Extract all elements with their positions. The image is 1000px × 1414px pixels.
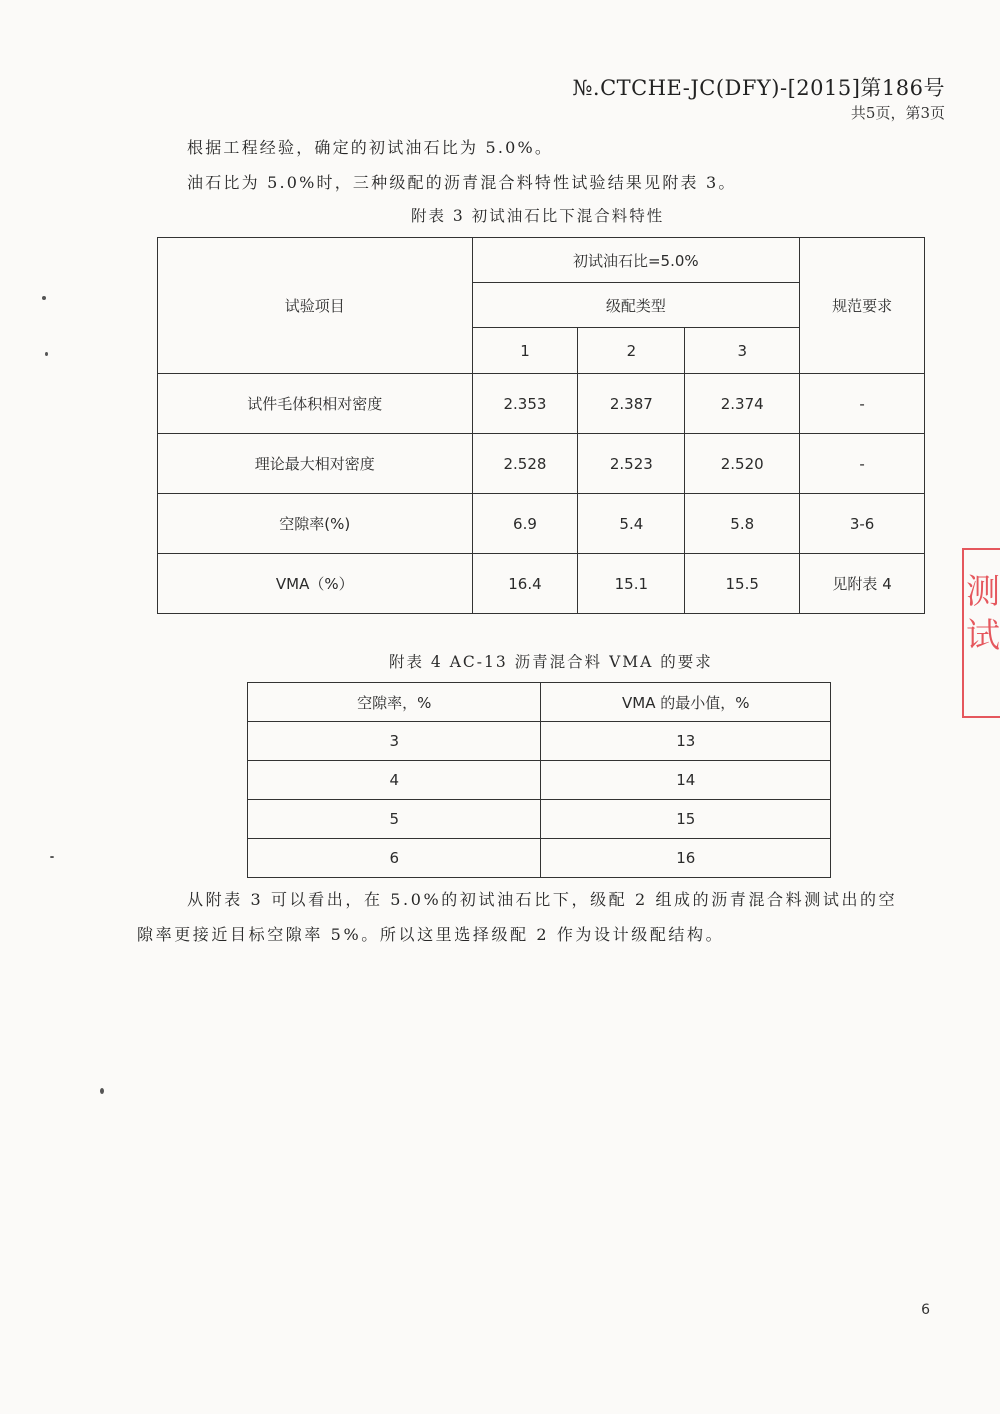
table3-cell-value: 2.523 bbox=[578, 434, 685, 494]
table-row bbox=[248, 800, 831, 839]
table3-cell-item: 理论最大相对密度 bbox=[158, 434, 473, 494]
table-row bbox=[158, 554, 925, 614]
table3-cell-spec: - bbox=[800, 374, 925, 434]
table4-cell-vma: 16 bbox=[541, 839, 831, 878]
paragraph-3-line-2: 隙率更接近目标空隙率 5%。所以这里选择级配 2 作为设计级配结构。 bbox=[137, 925, 725, 944]
table3-grade-2: 2 bbox=[578, 328, 685, 374]
table3-header-ratio: 初试油石比=5.0% bbox=[472, 238, 800, 283]
table-row bbox=[248, 839, 831, 878]
table4-cell-void: 5 bbox=[248, 800, 541, 839]
seal-stamp: 测 试 bbox=[962, 548, 1000, 718]
table3-cell-spec: - bbox=[800, 434, 925, 494]
table4-cell-void: 6 bbox=[248, 839, 541, 878]
table4-caption: 附表 4 AC-13 沥青混合料 VMA 的要求 bbox=[389, 653, 713, 671]
scan-speck bbox=[100, 1088, 104, 1094]
table3-cell-value: 6.9 bbox=[472, 494, 578, 554]
scan-speck bbox=[50, 856, 54, 858]
table-row bbox=[158, 494, 925, 554]
page-info: 共5页，第3页 bbox=[850, 104, 945, 122]
table-row bbox=[248, 761, 831, 800]
table3-cell-value: 2.353 bbox=[472, 374, 578, 434]
table3-cell-value: 2.520 bbox=[685, 434, 800, 494]
table3-cell-spec: 3-6 bbox=[800, 494, 925, 554]
table4-cell-void: 4 bbox=[248, 761, 541, 800]
table3-header-grade-type: 级配类型 bbox=[472, 283, 800, 328]
table3-cell-item: VMA（%） bbox=[158, 554, 473, 614]
table3-grade-1: 1 bbox=[472, 328, 578, 374]
table3-cell-value: 2.374 bbox=[685, 374, 800, 434]
table4-cell-vma: 15 bbox=[541, 800, 831, 839]
table-3 bbox=[157, 237, 925, 614]
scan-speck bbox=[42, 296, 46, 300]
table3-cell-item: 空隙率(%) bbox=[158, 494, 473, 554]
table3-grade-3: 3 bbox=[685, 328, 800, 374]
page-number: 6 bbox=[921, 1302, 930, 1318]
paragraph-3-line-1: 从附表 3 可以看出，在 5.0%的初试油石比下，级配 2 组成的沥青混合料测试出的空 bbox=[187, 890, 898, 909]
document-number: №.CTCHE-JC(DFY)-[2015]第186号 bbox=[572, 76, 945, 100]
table3-header-item: 试验项目 bbox=[158, 238, 473, 374]
table-4 bbox=[247, 682, 831, 878]
table3-cell-spec: 见附表 4 bbox=[800, 554, 925, 614]
table3-cell-value: 5.4 bbox=[578, 494, 685, 554]
table3-caption: 附表 3 初试油石比下混合料特性 bbox=[411, 207, 665, 225]
table3-cell-value: 16.4 bbox=[472, 554, 578, 614]
table-row bbox=[248, 722, 831, 761]
table4-header-void: 空隙率，% bbox=[248, 683, 541, 722]
table4-cell-vma: 13 bbox=[541, 722, 831, 761]
table-row bbox=[158, 434, 925, 494]
table4-cell-void: 3 bbox=[248, 722, 541, 761]
table3-cell-value: 5.8 bbox=[685, 494, 800, 554]
table4-cell-vma: 14 bbox=[541, 761, 831, 800]
table4-header-vma: VMA 的最小值，% bbox=[541, 683, 831, 722]
table3-cell-item: 试件毛体积相对密度 bbox=[158, 374, 473, 434]
paragraph-1: 根据工程经验，确定的初试油石比为 5.0%。 bbox=[187, 138, 554, 157]
paragraph-2: 油石比为 5.0%时，三种级配的沥青混合料特性试验结果见附表 3。 bbox=[187, 173, 737, 192]
table-row bbox=[158, 374, 925, 434]
table3-header-spec: 规范要求 bbox=[800, 238, 925, 374]
table3-cell-value: 15.5 bbox=[685, 554, 800, 614]
table3-cell-value: 15.1 bbox=[578, 554, 685, 614]
table3-cell-value: 2.387 bbox=[578, 374, 685, 434]
scan-speck bbox=[45, 352, 48, 356]
table3-cell-value: 2.528 bbox=[472, 434, 578, 494]
